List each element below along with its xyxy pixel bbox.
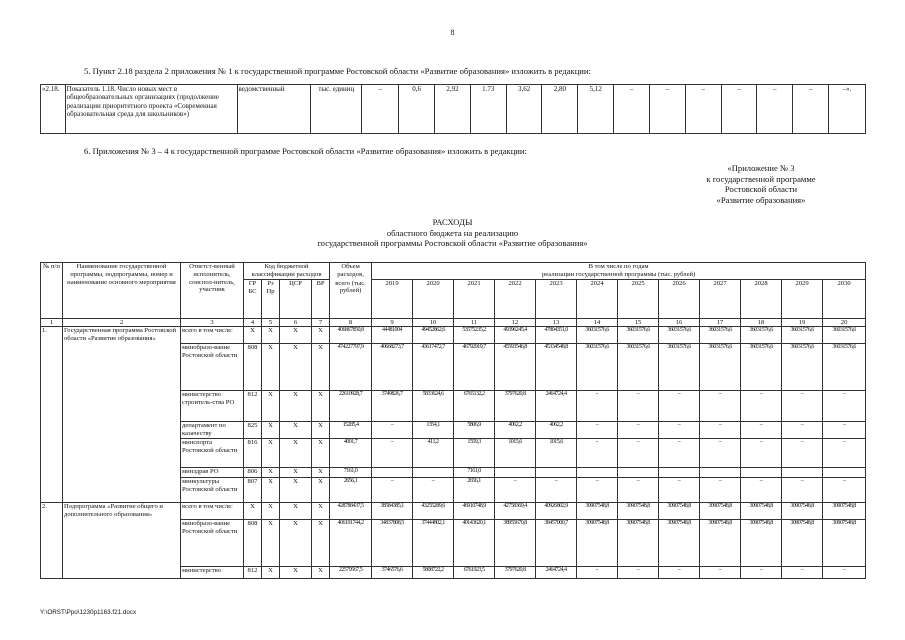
code-cell: 812 xyxy=(244,567,262,579)
executor-cell: департамент по казачеству xyxy=(181,422,244,439)
column-number: 9 xyxy=(372,318,413,327)
document-title xyxy=(0,217,905,249)
column-number: 11 xyxy=(454,318,495,327)
code-cell: Х xyxy=(280,520,312,567)
header-year: 2019 xyxy=(372,280,413,319)
column-number: 3 xyxy=(181,318,244,327)
indicator-cell: 1.73 xyxy=(470,85,506,134)
title-line: государственной программы Ростовской области «Развитие образования» xyxy=(317,238,588,249)
indicator-cell: 2,92 xyxy=(435,85,471,134)
executor-cell: минспорта Ростовской области xyxy=(181,439,244,468)
indicator-cell: – xyxy=(614,85,650,134)
total-cell: 406191744,2 xyxy=(330,520,372,567)
column-number: 15 xyxy=(618,318,659,327)
year-value-cell: – xyxy=(782,439,823,468)
year-value-cell: 36031576,6 xyxy=(741,344,782,391)
year-value-cell: 49396245,4 xyxy=(495,327,536,344)
row-number: 1. xyxy=(41,327,63,503)
code-cell: Х xyxy=(280,439,312,468)
title-line: областного бюджета на реализацию xyxy=(386,227,519,238)
header-code-col: ЦСР xyxy=(280,280,312,319)
executor-cell: всего в том числе: xyxy=(181,503,244,520)
code-cell: Х xyxy=(262,567,280,579)
column-number: 17 xyxy=(700,318,741,327)
header-executor: Ответст-венный исполнитель, соиспол-нитель, участник xyxy=(181,263,244,319)
year-value-cell: 30907548,8 xyxy=(659,520,700,567)
indicator-cell: 3,62 xyxy=(506,85,542,134)
appendix-line: «Приложение № 3 xyxy=(727,163,795,173)
year-value-cell: 30907548,8 xyxy=(823,520,866,567)
header-code-col: Рз Пр xyxy=(262,280,280,319)
column-number: 13 xyxy=(536,318,577,327)
code-cell: Х xyxy=(280,422,312,439)
column-number: 1 xyxy=(41,318,63,327)
appendix-line: к государственной программе xyxy=(706,173,816,184)
executor-cell: минобразо-вание Ростовской области xyxy=(181,520,244,567)
appendix-line: Ростовской области xyxy=(724,184,798,195)
year-value-cell: – xyxy=(618,422,659,439)
code-cell: Х xyxy=(280,344,312,391)
indicator-cell: –». xyxy=(828,85,865,134)
year-value-cell: 40143620,1 xyxy=(454,520,495,567)
code-cell: Х xyxy=(280,567,312,579)
column-number: 18 xyxy=(741,318,782,327)
year-value-cell: 45334548,8 xyxy=(536,344,577,391)
code-cell: 812 xyxy=(244,391,262,422)
column-number: 7 xyxy=(312,318,330,327)
year-value-cell: 2464724,4 xyxy=(536,567,577,579)
year-value-cell xyxy=(782,468,823,478)
executor-cell: всего в том числе: xyxy=(181,327,244,344)
code-cell: Х xyxy=(262,344,280,391)
code-cell: Х xyxy=(312,439,330,468)
indicator-cell: – xyxy=(685,85,721,134)
code-cell: Х xyxy=(262,468,280,478)
total-cell: 428788437,5 xyxy=(330,503,372,520)
year-value-cell: 38584385,1 xyxy=(372,503,413,520)
code-cell: Х xyxy=(312,503,330,520)
code-cell: Х xyxy=(244,327,262,344)
year-value-cell xyxy=(618,468,659,478)
year-value-cell: 36031576,6 xyxy=(659,344,700,391)
header-code-col: ВР xyxy=(312,280,330,319)
year-value-cell xyxy=(413,468,454,478)
year-value-cell: 53575235,2 xyxy=(454,327,495,344)
year-value-cell: 36031576,6 xyxy=(659,327,700,344)
year-value-cell: – xyxy=(618,391,659,422)
indicator-cell: 2,80 xyxy=(542,85,578,134)
year-value-cell: 30907548,8 xyxy=(782,503,823,520)
year-value-cell: 4062,2 xyxy=(495,422,536,439)
year-value-cell: 36031576,6 xyxy=(782,344,823,391)
indicator-cell: – xyxy=(649,85,685,134)
year-value-cell: 44481004 xyxy=(372,327,413,344)
indicator-table xyxy=(40,84,866,134)
year-value-cell: – xyxy=(659,439,700,468)
year-value-cell: 36031576,6 xyxy=(700,344,741,391)
year-value-cell: 30907548,8 xyxy=(741,503,782,520)
indicator-row xyxy=(41,85,866,134)
year-value-cell: 5808722,2 xyxy=(413,567,454,579)
file-path-footer: Y:\ORST\Ppo\1230p1163.f21.docx xyxy=(40,609,137,616)
executor-cell: минобразо-вание Ростовской области xyxy=(181,344,244,391)
program-name: Подпрограмма «Развитие общего и дополнительного образования» xyxy=(63,503,181,579)
year-value-cell: – xyxy=(413,478,454,503)
executor-cell: министерство xyxy=(181,567,244,579)
year-value-cell: – xyxy=(823,391,866,422)
year-value-cell: – xyxy=(741,422,782,439)
table-row xyxy=(41,503,866,520)
total-cell: 406867850,8 xyxy=(330,327,372,344)
paragraph-6: 6. Приложения № 3 – 4 к государственной программе Ростовской области «Развитие образования» изложить в редакции: xyxy=(84,146,527,156)
indicator-cell: тыс. единиц xyxy=(311,85,362,134)
year-value-cell xyxy=(741,468,782,478)
year-value-cell: 2656,1 xyxy=(454,478,495,503)
year-value-cell xyxy=(495,468,536,478)
year-value-cell: 3797620,8 xyxy=(495,391,536,422)
year-value-cell: 30907548,8 xyxy=(618,503,659,520)
year-value-cell: – xyxy=(618,439,659,468)
code-cell: Х xyxy=(312,422,330,439)
year-value-cell: 1015,6 xyxy=(495,439,536,468)
header-years-group-line: В том числе по годам xyxy=(588,263,649,270)
year-value-cell: 30907548,8 xyxy=(782,520,823,567)
year-value-cell: 3746576,6 xyxy=(372,567,413,579)
year-value-cell: – xyxy=(741,567,782,579)
year-value-cell: 3797620,8 xyxy=(495,567,536,579)
year-value-cell: 6765132,2 xyxy=(454,391,495,422)
code-cell: Х xyxy=(262,439,280,468)
header-name: Наименование государственной программы, подпрограммы, номер и наименование основного мероприятия xyxy=(63,263,181,319)
header-num: № п/п xyxy=(41,263,63,319)
total-cell: 474227797,9 xyxy=(330,344,372,391)
year-value-cell: – xyxy=(823,439,866,468)
header-budget-code: Код бюджетной классификации расходов xyxy=(244,263,330,280)
indicator-cell: 5,12 xyxy=(578,85,614,134)
year-value-cell: – xyxy=(700,567,741,579)
year-value-cell: 40668273,7 xyxy=(372,344,413,391)
column-number: 12 xyxy=(495,318,536,327)
year-value-cell: – xyxy=(659,391,700,422)
header-year: 2029 xyxy=(782,280,823,319)
code-cell: Х xyxy=(280,391,312,422)
code-cell: Х xyxy=(262,391,280,422)
code-cell: Х xyxy=(312,478,330,503)
year-value-cell: – xyxy=(577,422,618,439)
code-cell: Х xyxy=(312,344,330,391)
total-cell: 2656,1 xyxy=(330,478,372,503)
year-value-cell: 411,2 xyxy=(413,439,454,468)
header-year: 2028 xyxy=(741,280,782,319)
code-cell: 808 xyxy=(244,520,262,567)
indicator-cell: – xyxy=(362,85,399,134)
code-cell: Х xyxy=(312,520,330,567)
column-number: 14 xyxy=(577,318,618,327)
year-value-cell: 30907548,8 xyxy=(700,520,741,567)
year-value-cell: 47804351,0 xyxy=(536,327,577,344)
year-value-cell: 37444802,1 xyxy=(413,520,454,567)
code-cell: Х xyxy=(262,520,280,567)
code-cell: Х xyxy=(312,468,330,478)
code-cell: Х xyxy=(262,478,280,503)
year-value-cell: – xyxy=(659,478,700,503)
header-years-group xyxy=(372,263,866,280)
column-number: 6 xyxy=(280,318,312,327)
year-value-cell: 34837808,5 xyxy=(372,520,413,567)
code-cell: Х xyxy=(312,327,330,344)
year-value-cell: – xyxy=(782,567,823,579)
indicator-cell: – xyxy=(721,85,757,134)
year-value-cell: – xyxy=(495,478,536,503)
executor-cell: минздрав РО xyxy=(181,468,244,478)
year-value-cell: 49452862,6 xyxy=(413,327,454,344)
year-value-cell: – xyxy=(823,567,866,579)
paragraph-5: 5. Пункт 2.18 раздела 2 приложения № 1 к государственной программе Ростовской области «Развитие образования» изложить в редакции: xyxy=(84,66,591,76)
code-cell: 825 xyxy=(244,422,262,439)
year-value-cell: 36031576,6 xyxy=(823,344,866,391)
table-row xyxy=(41,327,866,344)
year-value-cell: – xyxy=(577,439,618,468)
header-year: 2021 xyxy=(454,280,495,319)
year-value-cell: 36031576,6 xyxy=(782,327,823,344)
year-value-cell: – xyxy=(823,422,866,439)
indicator-cell: – xyxy=(757,85,793,134)
total-cell: 15285,4 xyxy=(330,422,372,439)
year-value-cell: 36031576,6 xyxy=(700,327,741,344)
indicator-cell: «2.18. xyxy=(41,85,66,134)
year-value-cell: 2464724,4 xyxy=(536,391,577,422)
column-number: 10 xyxy=(413,318,454,327)
year-value-cell: 1354,1 xyxy=(413,422,454,439)
year-value-cell: – xyxy=(782,391,823,422)
total-cell: 7161,0 xyxy=(330,468,372,478)
column-number: 4 xyxy=(244,318,262,327)
year-value-cell: – xyxy=(577,391,618,422)
indicator-cell: ведомственный xyxy=(237,85,311,134)
year-value-cell: 36031576,6 xyxy=(618,344,659,391)
code-cell: Х xyxy=(262,503,280,520)
year-value-cell: – xyxy=(577,478,618,503)
year-value-cell: – xyxy=(618,567,659,579)
year-value-cell: – xyxy=(741,439,782,468)
program-name: Государственная программа Ростовской области «Развитие образования» xyxy=(63,327,181,503)
year-value-cell: – xyxy=(700,478,741,503)
year-value-cell: – xyxy=(741,391,782,422)
code-cell: 807 xyxy=(244,478,262,503)
year-value-cell: – xyxy=(372,439,413,468)
year-value-cell: 36031576,6 xyxy=(741,327,782,344)
year-value-cell: – xyxy=(659,567,700,579)
header-volume: Объем расходов, xyxy=(330,263,372,280)
total-cell: 22610928,7 xyxy=(330,391,372,422)
header-volume-sub: всего (тыс. рублей) xyxy=(330,280,372,319)
year-value-cell: 30907548,8 xyxy=(577,520,618,567)
year-value-cell: 1015,6 xyxy=(536,439,577,468)
row-number: 2. xyxy=(41,503,63,579)
year-value-cell: – xyxy=(782,478,823,503)
year-value-cell: 46792919,7 xyxy=(454,344,495,391)
year-value-cell: 43255289,6 xyxy=(413,503,454,520)
year-value-cell: – xyxy=(372,478,413,503)
column-number: 2 xyxy=(63,318,181,327)
year-value-cell: 36031576,6 xyxy=(618,327,659,344)
code-cell: Х xyxy=(312,391,330,422)
year-value-cell: 36031576,6 xyxy=(577,344,618,391)
column-numbers-row xyxy=(41,318,866,327)
year-value-cell: – xyxy=(700,439,741,468)
year-value-cell: 30907548,8 xyxy=(618,520,659,567)
executor-cell: министерство строитель-ства РО xyxy=(181,391,244,422)
year-value-cell: – xyxy=(741,478,782,503)
year-value-cell: 36031576,6 xyxy=(823,327,866,344)
year-value-cell: 46910748,9 xyxy=(454,503,495,520)
year-value-cell: 5833624,6 xyxy=(413,391,454,422)
code-cell: Х xyxy=(244,503,262,520)
year-value-cell xyxy=(372,468,413,478)
year-value-cell: 30907548,8 xyxy=(741,520,782,567)
year-value-cell: 45593546,8 xyxy=(495,344,536,391)
year-value-cell: 42758369,4 xyxy=(495,503,536,520)
year-value-cell xyxy=(536,468,577,478)
year-value-cell: 7161,0 xyxy=(454,468,495,478)
year-value-cell: – xyxy=(700,422,741,439)
year-value-cell: – xyxy=(700,391,741,422)
year-value-cell: 30907548,8 xyxy=(700,503,741,520)
expenses-table xyxy=(40,262,866,579)
appendix-heading xyxy=(681,163,841,205)
column-number: 5 xyxy=(262,318,280,327)
code-cell: Х xyxy=(280,503,312,520)
year-value-cell: 36031576,6 xyxy=(577,327,618,344)
year-value-cell: 3749826,7 xyxy=(372,391,413,422)
code-cell: Х xyxy=(312,567,330,579)
year-value-cell: – xyxy=(577,567,618,579)
year-value-cell: 38457000,7 xyxy=(536,520,577,567)
header-year: 2025 xyxy=(618,280,659,319)
header-year: 2022 xyxy=(495,280,536,319)
executor-cell: минкультуры Ростовской области xyxy=(181,478,244,503)
year-value-cell xyxy=(823,468,866,478)
title-line: РАСХОДЫ xyxy=(432,217,473,227)
header-year: 2023 xyxy=(536,280,577,319)
code-cell: Х xyxy=(262,422,280,439)
header-year: 2020 xyxy=(413,280,454,319)
code-cell: Х xyxy=(262,327,280,344)
year-value-cell: 30907548,8 xyxy=(659,503,700,520)
total-cell: 4001,7 xyxy=(330,439,372,468)
year-value-cell xyxy=(700,468,741,478)
year-value-cell: – xyxy=(618,478,659,503)
header-year: 2024 xyxy=(577,280,618,319)
code-cell: Х xyxy=(280,468,312,478)
year-value-cell: 40926802,9 xyxy=(536,503,577,520)
column-number: 16 xyxy=(659,318,700,327)
indicator-cell: Показатель 1.18. Число новых мест в общеобразовательных организациях (продолжение реализации приоритетного проекта «Современная образовательная среда для школьников») xyxy=(65,85,237,134)
header-year: 2030 xyxy=(823,280,866,319)
code-cell: 806 xyxy=(244,468,262,478)
code-cell: Х xyxy=(280,478,312,503)
column-number: 19 xyxy=(782,318,823,327)
year-value-cell: – xyxy=(659,422,700,439)
year-value-cell: – xyxy=(782,422,823,439)
code-cell: 816 xyxy=(244,439,262,468)
year-value-cell: – xyxy=(536,478,577,503)
year-value-cell: 30907548,8 xyxy=(577,503,618,520)
year-value-cell: 1559,3 xyxy=(454,439,495,468)
column-number: 8 xyxy=(330,318,372,327)
appendix-line: «Развитие образования» xyxy=(716,194,806,205)
indicator-cell: – xyxy=(793,85,829,134)
year-value-cell: – xyxy=(823,478,866,503)
column-number: 20 xyxy=(823,318,866,327)
header-code-col: ГР БС xyxy=(244,280,262,319)
year-value-cell: 4062,2 xyxy=(536,422,577,439)
header-row xyxy=(41,263,866,280)
code-cell: 808 xyxy=(244,344,262,391)
year-value-cell: 38955670,8 xyxy=(495,520,536,567)
year-value-cell: 43617472,7 xyxy=(413,344,454,391)
year-value-cell: – xyxy=(372,422,413,439)
header-years-group-line: реализации государственной программы (тыс. рублей) xyxy=(541,270,696,278)
year-value-cell: 6761923,5 xyxy=(454,567,495,579)
indicator-cell: 0,6 xyxy=(399,85,435,134)
header-year: 2027 xyxy=(700,280,741,319)
page-number: 8 xyxy=(450,28,455,37)
header-year: 2026 xyxy=(659,280,700,319)
year-value-cell: 5806,9 xyxy=(454,422,495,439)
year-value-cell: 30907548,8 xyxy=(823,503,866,520)
year-value-cell xyxy=(659,468,700,478)
year-value-cell xyxy=(577,468,618,478)
code-cell: Х xyxy=(280,327,312,344)
total-cell: 22579567,5 xyxy=(330,567,372,579)
